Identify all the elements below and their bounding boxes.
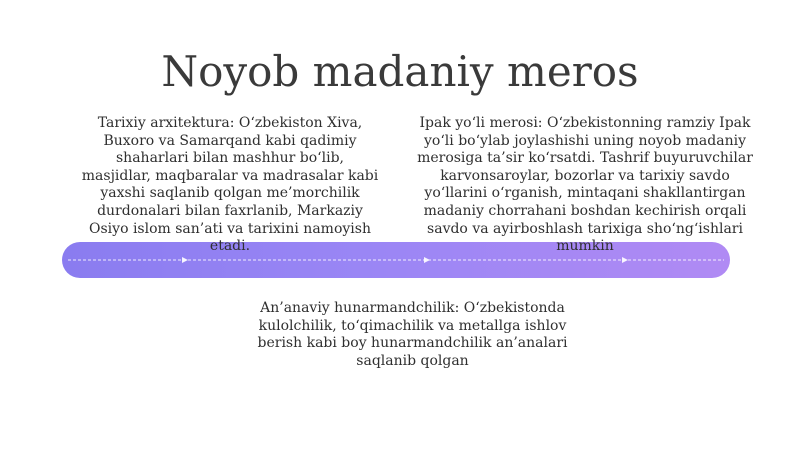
timeline-arrow-icon [424, 257, 430, 263]
timeline-arrow-icon [622, 257, 628, 263]
timeline-item-silk-road: Ipak yo‘li merosi: O‘zbekistonning ramziy Ipak yo‘li bo‘ylab joylashishi uning noyob madaniy merosiga ta’sir ko‘rsatdi. Tashrif buyuruvchilar karvonsaroylar, bozorlar va tarixiy savdo yo‘llarini o‘rganish, mintaqani shakllantirgan madaniy chorrahani boshdan kechirish orqali savdo va ayirboshlash tarixiga sho‘ng‘ishlari mumkin [417, 115, 753, 255]
timeline-item-crafts: An’anaviy hunarmandchilik: O‘zbekistonda kulolchilik, to‘qimachilik va metallga ishlov berish kabi boy hunarmandchilik an’analari saqlanib qolgan [257, 300, 568, 369]
slide-title: Noyob madaniy meros [161, 47, 639, 97]
timeline-item-architecture: Tarixiy arxitektura: O‘zbekiston Xiva, Buxoro va Samarqand kabi qadimiy shaharlari bilan mashhur bo‘lib, masjidlar, maqbaralar va madrasalar kabi yaxshi saqlanib qolgan me’morchilik durdonalari bilan faxrlanib, Markaziy Osiyo islom san’ati va tarixini namoyish etadi. [81, 115, 379, 255]
timeline-arrow-icon [182, 257, 188, 263]
